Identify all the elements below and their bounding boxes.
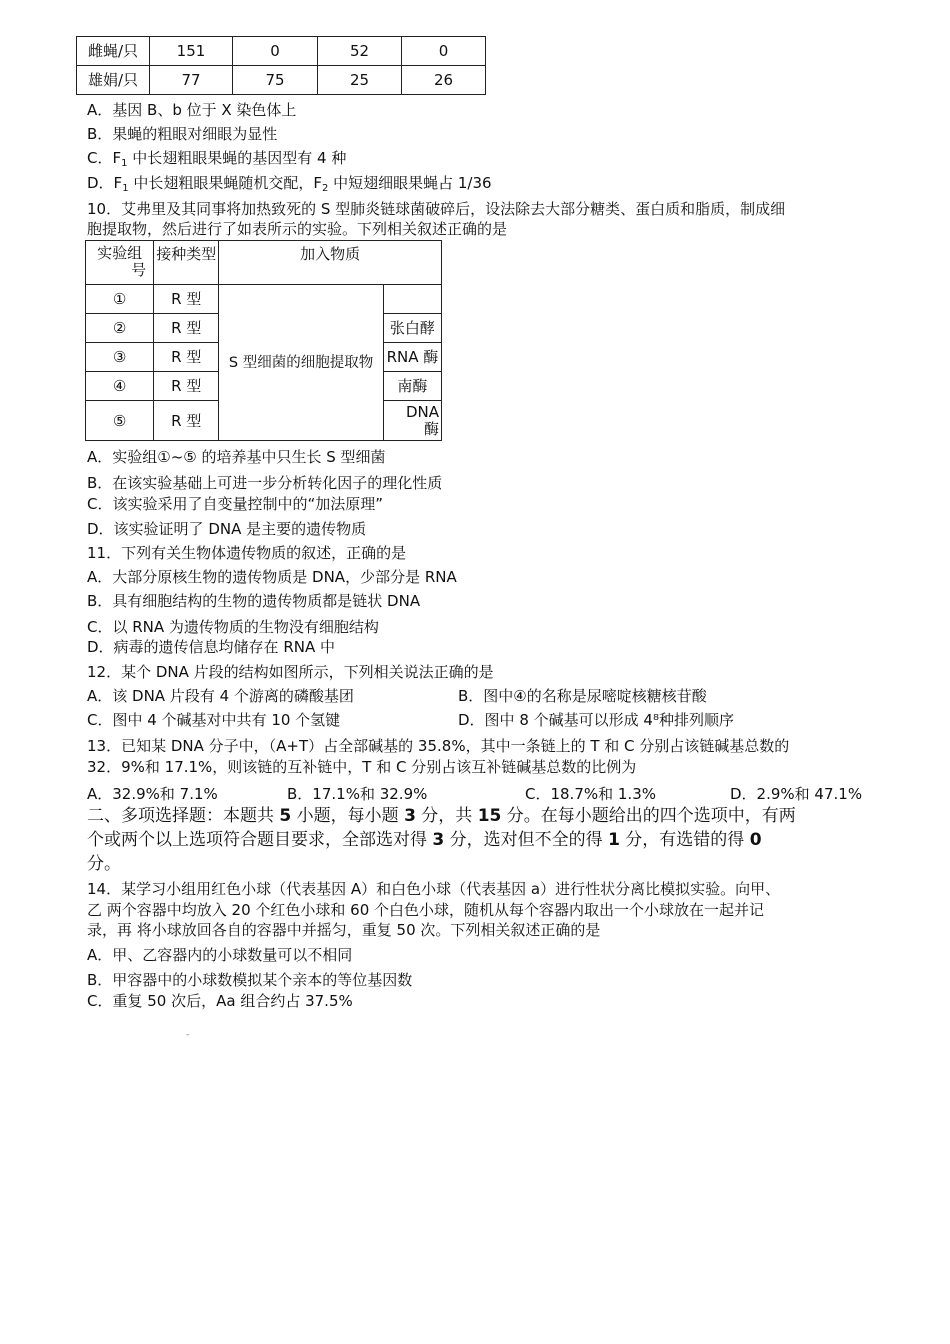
inoculum-type: R 型 (154, 314, 219, 343)
group-id: ① (86, 285, 154, 314)
q13-option-b: B．17.1%和 32.9% (287, 785, 428, 803)
q9-option-c: C．$F_1$ 中长翅粗眼果蝇的基因型有 4 种 (87, 149, 347, 169)
q11-stem: 11．下列有关生物体遗传物质的叙述，正确的是 (87, 544, 407, 562)
group-id: ⑤ (86, 401, 154, 441)
enzyme-cell: DNA 酶 (383, 401, 441, 441)
table-cell: 0 (233, 37, 318, 66)
section-heading: 二、多项选择题：本题共 5 小题，每小题 3 分，共 15 分。在每小题给出的四个选项中，有两 (87, 806, 796, 826)
group-id: ③ (86, 343, 154, 372)
table-cell: 0 (402, 37, 486, 66)
q11-option-d: D．病毒的遗传信息均储存在 RNA 中 (87, 638, 335, 656)
stray-mark: - (186, 1030, 190, 1040)
extract-cell: S 型细菌的细胞提取物 (219, 285, 383, 441)
header-group: 实验组 号 (86, 241, 154, 285)
experiment-table (85, 240, 442, 441)
q13-option-a: A．32.9%和 7.1% (87, 785, 218, 803)
q11-option-c: C．以 RNA 为遗传物质的生物没有细胞结构 (87, 618, 379, 636)
enzyme-cell (383, 285, 441, 314)
q11-option-a: A．大部分原核生物的遗传物质是 DNA，少部分是 RNA (87, 568, 457, 586)
q13-stem: 13．已知某 DNA 分子中，（A+T）占全部碱基的 35.8%，其中一条链上的 T 和 C 分别占该链碱基总数的 (87, 737, 790, 755)
q10-option-d: D．该实验证明了 DNA 是主要的遗传物质 (87, 520, 367, 538)
q14-stem-cont2: 录，再 将小球放回各自的容器中并摇匀，重复 50 次。下列相关叙述正确的是 (87, 921, 601, 939)
q13-stem-cont: 32．9%和 17.1%，则该链的互补链中，T 和 C 分别占该互补链碱基总数的比例为 (87, 758, 637, 776)
table-cell: 25 (318, 66, 402, 95)
q10-stem: 10．艾弗里及其同事将加热致死的 S 型肺炎链球菌破碎后，设法除去大部分糖类、蛋白质和脂质，制成细 (87, 200, 786, 218)
table-cell: 52 (318, 37, 402, 66)
q14-option-c: C．重复 50 次后，Aa 组合约占 37.5% (87, 992, 353, 1010)
row-label: 雌蝇/只 (77, 37, 150, 66)
q9-option-d: D．$F_1$ 中长翅粗眼果蝇随机交配，$F_2$ 中短翅细眼果蝇占 1/36 (87, 174, 492, 194)
q9-option-a: A．基因 B、b 位于 X 染色体上 (87, 101, 297, 119)
inoculum-type: R 型 (154, 343, 219, 372)
q14-stem: 14．某学习小组用红色小球（代表基因 A）和白色小球（代表基因 a）进行性状分离比模拟实验。向甲、 (87, 880, 781, 898)
q12-option-c: C．图中 4 个碱基对中共有 10 个氢键 (87, 711, 341, 729)
group-id: ② (86, 314, 154, 343)
q13-option-c: C．18.7%和 1.3% (525, 785, 657, 803)
q9-option-b: B．果蝇的粗眼对细眼为显性 (87, 125, 278, 143)
fly-count-table (76, 36, 486, 95)
q11-option-b: B．具有细胞结构的生物的遗传物质都是链状 DNA (87, 592, 421, 610)
q14-stem-cont: 乙 两个容器中均放入 20 个红色小球和 60 个白色小球，随机从每个容器内取出一个小球放在一起并记 (87, 901, 765, 919)
section-heading-cont: 个或两个以上选项符合题目要求，全部选对得 3 分，选对但不全的得 1 分，有选错的得 0 (87, 830, 762, 850)
q10-option-c: C．该实验采用了自变量控制中的“加法原理” (87, 495, 384, 513)
q12-stem: 12．某个 DNA 片段的结构如图所示，下列相关说法正确的是 (87, 663, 494, 681)
enzyme-cell: RNA 酶 (383, 343, 441, 372)
inoculum-type: R 型 (154, 285, 219, 314)
enzyme-cell: 张白酵 (383, 314, 441, 343)
header-added: 加入物质 (219, 241, 442, 285)
q13-option-d: D．2.9%和 47.1% (730, 785, 863, 803)
section-heading-end: 分。 (87, 854, 121, 874)
inoculum-type: R 型 (154, 401, 219, 441)
q10-stem-cont: 胞提取物，然后进行了如表所示的实验。下列相关叙述正确的是 (87, 220, 508, 238)
q10-option-b: B．在该实验基础上可进一步分析转化因子的理化性质 (87, 474, 443, 492)
table-cell: 77 (150, 66, 233, 95)
group-id: ④ (86, 372, 154, 401)
table-cell: 75 (233, 66, 318, 95)
q12-option-a: A．该 DNA 片段有 4 个游离的磷酸基团 (87, 687, 354, 705)
table-cell: 151 (150, 37, 233, 66)
q14-option-a: A．甲、乙容器内的小球数量可以不相同 (87, 946, 353, 964)
inoculum-type: R 型 (154, 372, 219, 401)
q12-option-d: D．图中 8 个碱基可以形成 4⁸种排列顺序 (458, 711, 734, 729)
header-type: 接种类型 (154, 241, 219, 285)
enzyme-cell: 南酶 (383, 372, 441, 401)
q10-option-a: A．实验组①~⑤ 的培养基中只生长 S 型细菌 (87, 448, 386, 466)
table-cell: 26 (402, 66, 486, 95)
q14-option-b: B．甲容器中的小球数模拟某个亲本的等位基因数 (87, 971, 413, 989)
q12-option-b: B．图中④的名称是尿嘧啶核糖核苷酸 (458, 687, 707, 705)
row-label: 雄娟/只 (77, 66, 150, 95)
